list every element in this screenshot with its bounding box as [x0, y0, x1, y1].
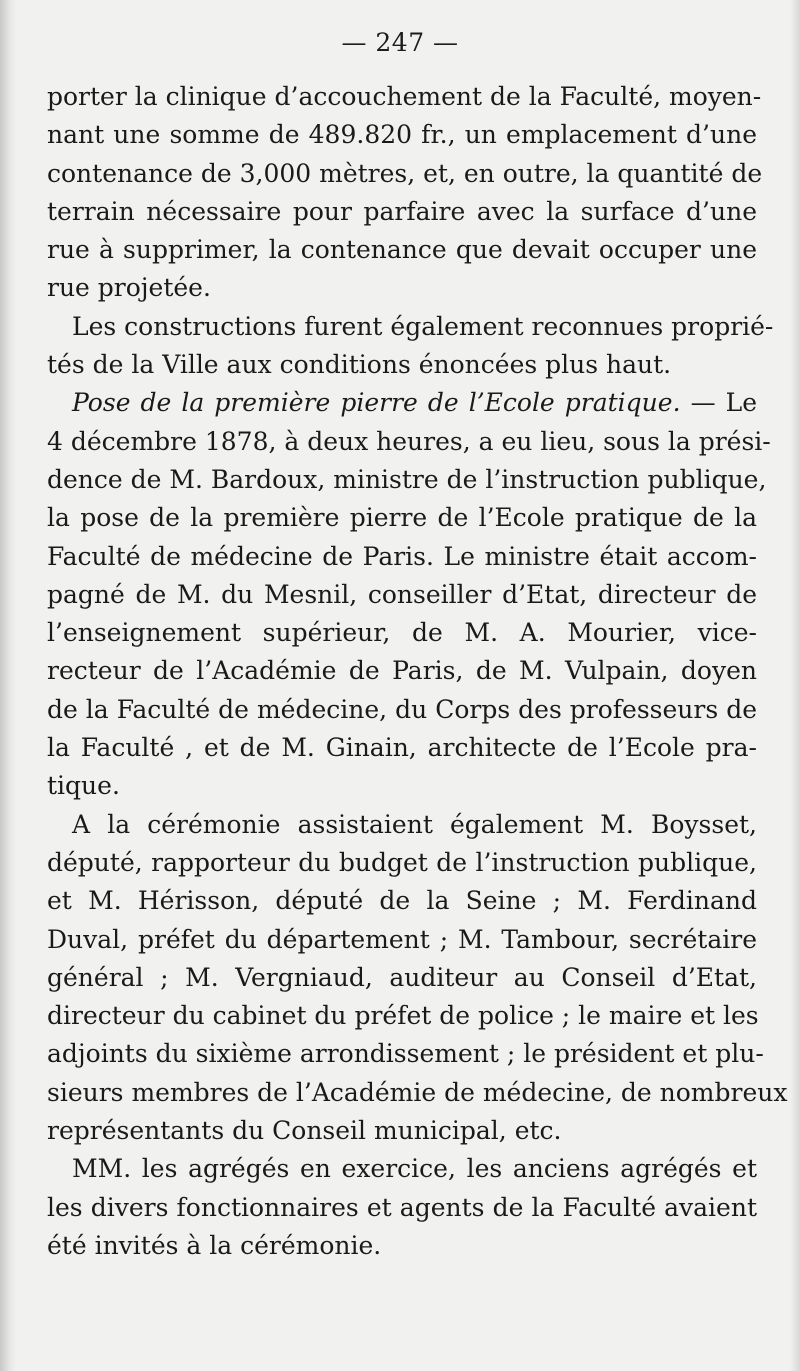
text-line: terrain nécessaire pour parfaire avec la surface d’une: [47, 196, 757, 226]
text-line: dence de M. Bardoux, ministre de l’instruction publique,: [47, 464, 767, 494]
italic-heading: Pose de la première pierre de l’Ecole pratique.: [72, 388, 681, 418]
page-left-edge-shadow: [0, 0, 16, 1371]
text-line: la Faculté , et de M. Ginain, architecte de l’Ecole pra-: [47, 733, 757, 763]
text-line: général ; M. Vergniaud, auditeur au Conseil d’Etat,: [47, 962, 757, 992]
text-line: rue projetée.: [47, 273, 211, 303]
text-line: la pose de la première pierre de l’Ecole pratique de la: [47, 503, 757, 533]
text-line: l’enseignement supérieur, de M. A. Mourier, vice-: [47, 618, 757, 648]
text-line: MM. les agrégés en exercice, les anciens agrégés et: [72, 1154, 757, 1184]
text-line: Duval, préfet du département ; M. Tambour, secrétaire: [47, 924, 757, 954]
text-line: les divers fonctionnaires et agents de la Faculté avaient: [47, 1192, 757, 1222]
text-line: adjoints du sixième arrondissement ; le président et plu-: [47, 1039, 764, 1069]
page-right-edge-shadow: [790, 0, 800, 1371]
page-number: — 247 —: [341, 28, 459, 57]
text-line: directeur du cabinet du préfet de police ; le maire et les: [47, 1001, 759, 1031]
text-line: et M. Hérisson, député de la Seine ; M. Ferdinand: [47, 886, 757, 916]
text-line: 4 décembre 1878, à deux heures, a eu lieu, sous la prési-: [47, 426, 771, 456]
text-line: tés de la Ville aux conditions énoncées plus haut.: [47, 350, 672, 380]
text-line-rest: — Le: [680, 388, 758, 418]
text-line: de la Faculté de médecine, du Corps des professeurs de: [47, 694, 757, 724]
text-line: contenance de 3,000 mètres, et, en outre, la quantité de: [47, 158, 763, 188]
text-line: Faculté de médecine de Paris. Le ministre était accom-: [47, 541, 757, 571]
text-line: tique.: [47, 771, 120, 801]
text-line: sieurs membres de l’Académie de médecine, de nombreux: [47, 1077, 788, 1107]
text-line: été invités à la cérémonie.: [47, 1230, 382, 1260]
text-line: Les constructions furent également reconnues proprié-: [72, 311, 774, 341]
text-line: [47, 384, 757, 422]
body-text: [47, 78, 788, 1265]
text-line: représentants du Conseil municipal, etc.: [47, 1116, 562, 1146]
text-line: porter la clinique d’accouchement de la Faculté, moyen-: [47, 82, 762, 111]
text-line: pagné de M. du Mesnil, conseiller d’Etat, directeur de: [47, 579, 757, 609]
text-line: recteur de l’Académie de Paris, de M. Vulpain, doyen: [47, 656, 757, 686]
text-line: député, rapporteur du budget de l’instruction publique,: [47, 847, 757, 877]
text-line: A la cérémonie assistaient également M. Boysset,: [72, 809, 757, 839]
text-line: nant une somme de 489.820 fr., un emplacement d’une: [47, 120, 757, 150]
text-line: rue à supprimer, la contenance que devait occuper une: [47, 235, 757, 265]
